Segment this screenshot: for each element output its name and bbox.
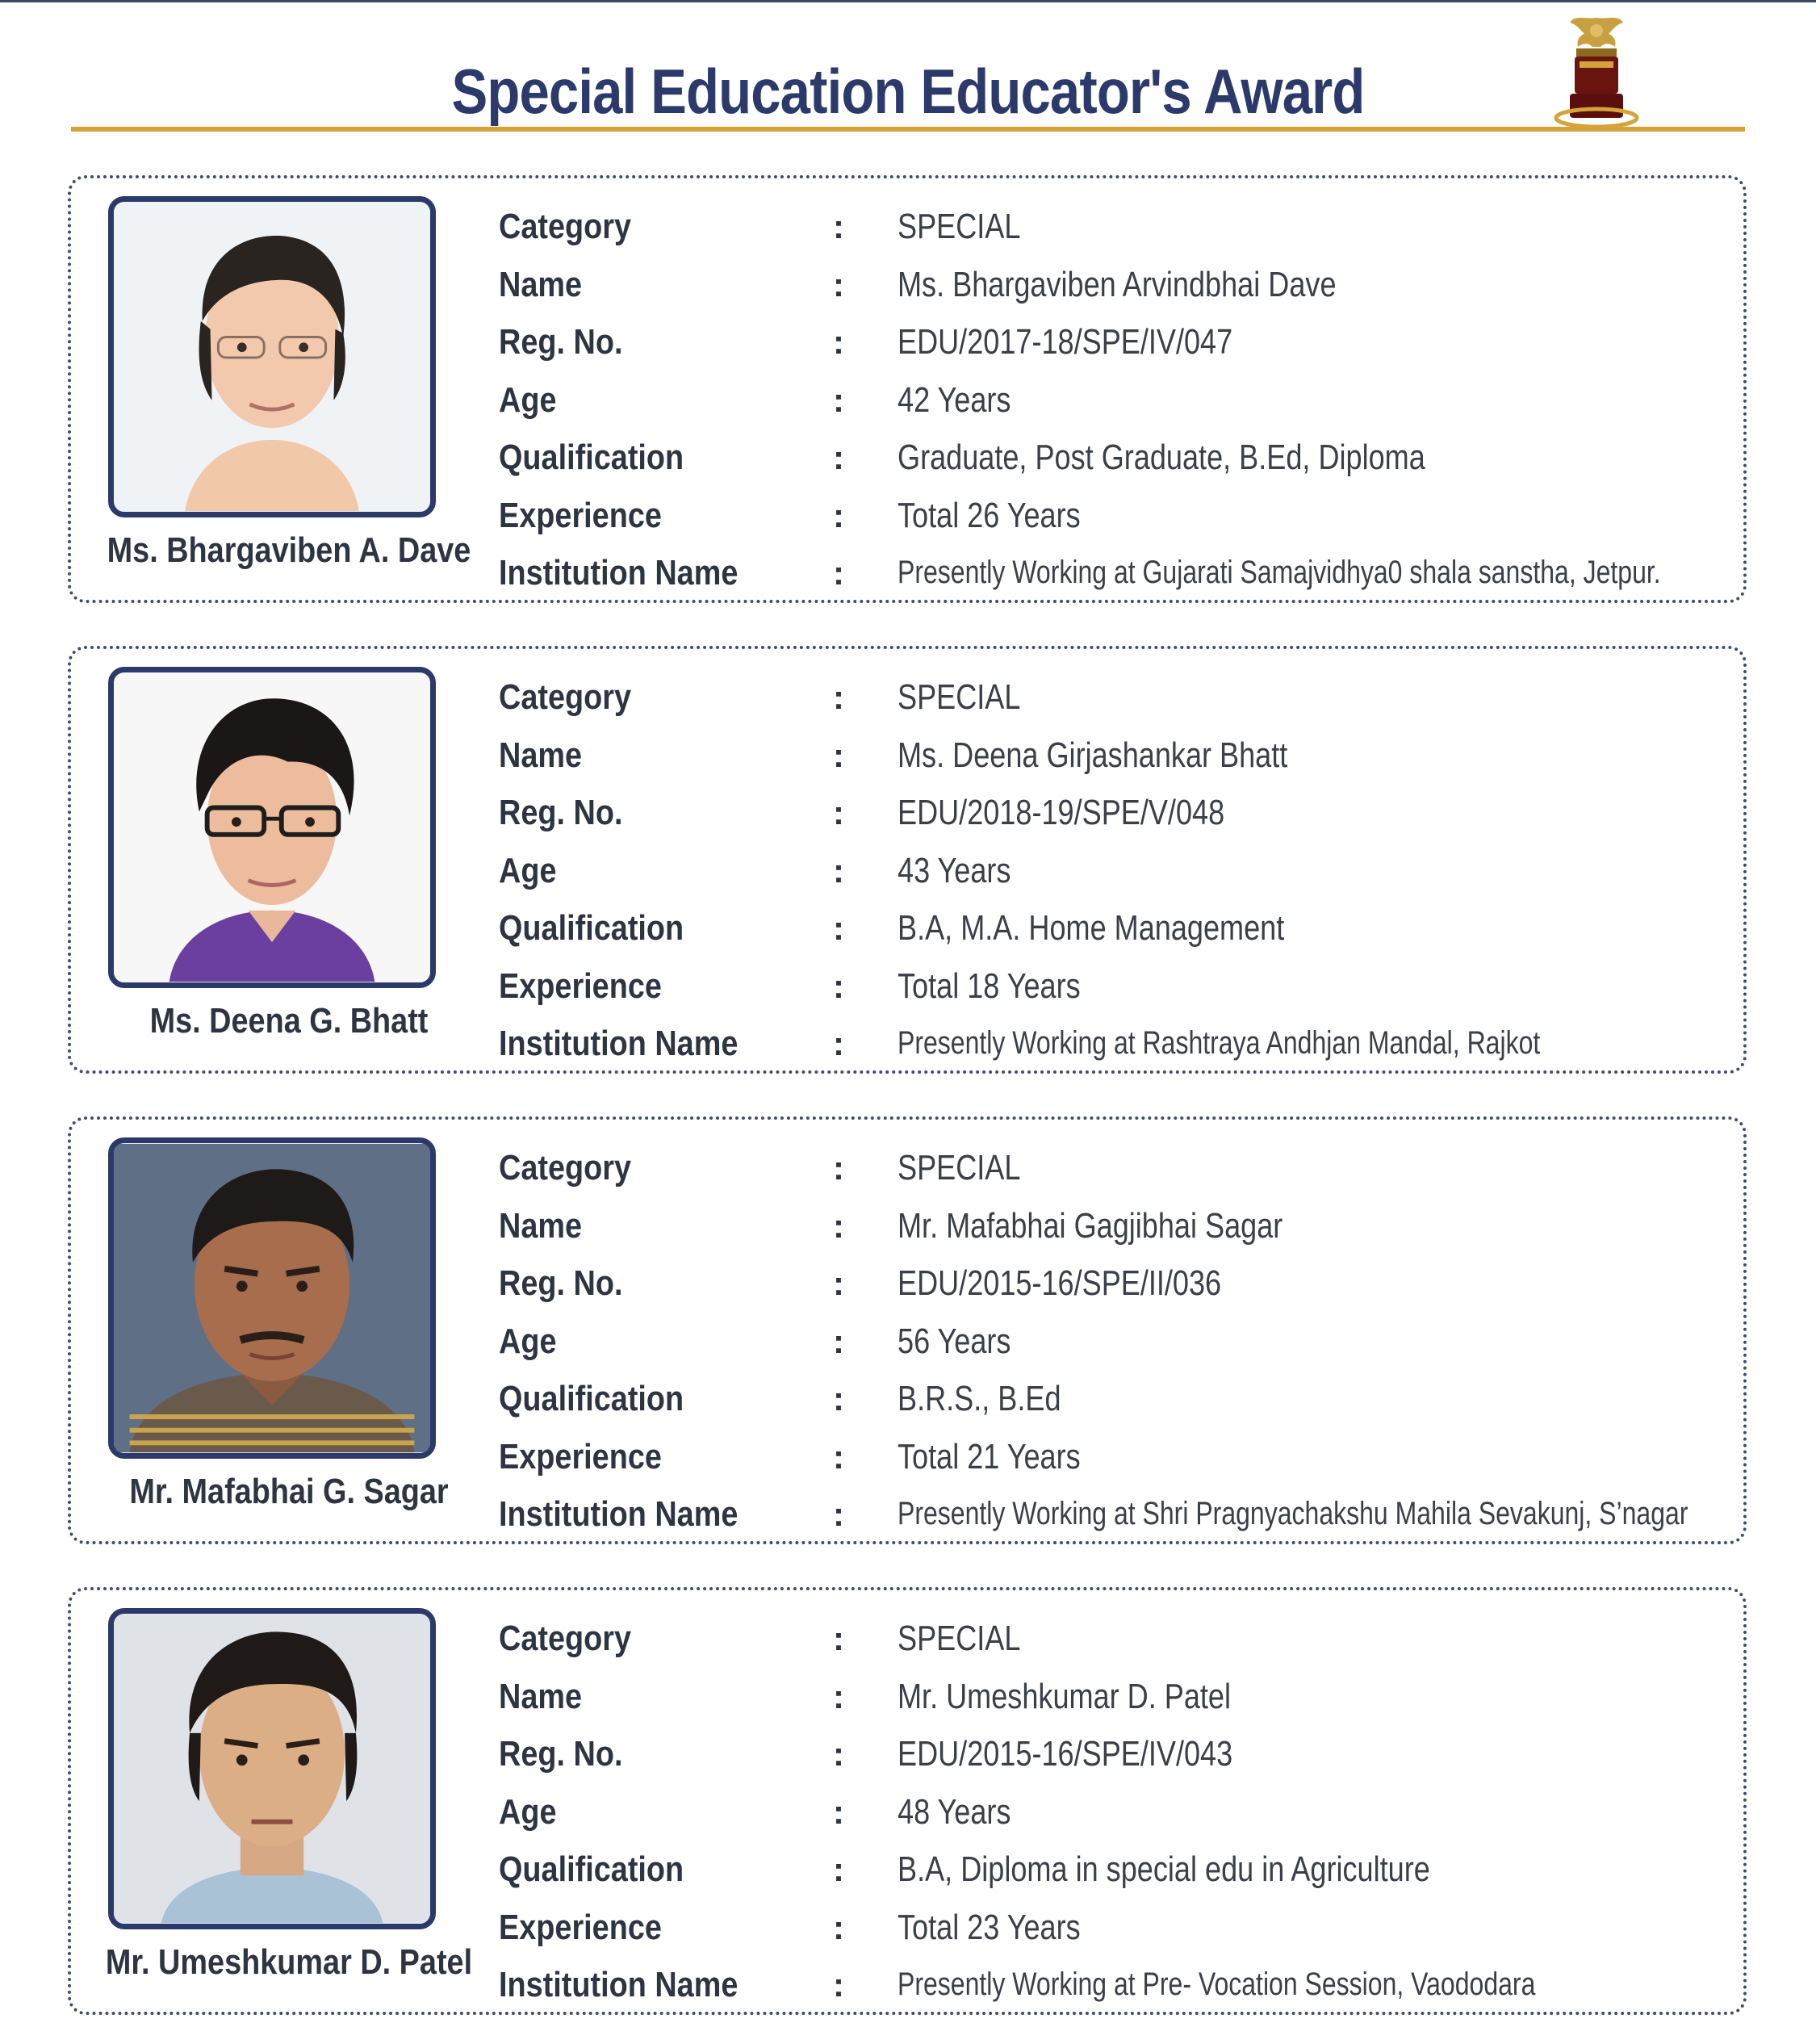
detail-row-experience <box>499 1428 1734 1486</box>
detail-row-category <box>499 198 1734 256</box>
separator: : <box>833 1149 844 1187</box>
label-qualification: Qualification <box>499 1379 684 1418</box>
awardee-caption: Ms. Deena G. Bhatt <box>149 1001 429 1041</box>
value-age: 42 Years <box>898 379 1011 420</box>
value-qualification: Graduate, Post Graduate, B.Ed, Diploma <box>898 438 1425 477</box>
detail-row-reg-no <box>499 1725 1734 1783</box>
detail-row-experience <box>499 957 1734 1016</box>
separator: : <box>833 265 844 304</box>
value-institution: Presently Working at Shri Pragnyachakshu Mahila Sevakunj, S’nagar <box>898 1496 1688 1531</box>
separator: : <box>833 496 844 534</box>
separator: : <box>833 909 844 947</box>
detail-row-reg-no <box>499 313 1734 371</box>
awardee-card <box>68 1116 1747 1544</box>
detail-row-category <box>499 1139 1734 1197</box>
label-experience: Experience <box>499 1907 662 1947</box>
separator: : <box>833 438 844 476</box>
awardee-photo <box>108 196 436 517</box>
value-reg-no: EDU/2017-18/SPE/IV/047 <box>898 322 1233 362</box>
value-qualification: B.R.S., B.Ed <box>898 1379 1061 1418</box>
value-qualification: B.A, Diploma in special edu in Agriculture <box>898 1849 1430 1889</box>
label-age: Age <box>499 1321 557 1361</box>
awardee-caption: Mr. Umeshkumar D. Patel <box>105 1942 473 1982</box>
awardee-photo <box>108 667 436 988</box>
detail-row-qualification <box>499 1841 1734 1899</box>
awardee-details <box>499 1610 1734 2014</box>
detail-row-reg-no <box>499 1254 1734 1313</box>
separator: : <box>833 1264 844 1302</box>
separator: : <box>833 207 844 245</box>
separator: : <box>833 1024 844 1062</box>
label-institution: Institution Name <box>499 553 739 593</box>
value-name: Mr. Mafabhai Gagjibhai Sagar <box>898 1205 1283 1246</box>
detail-row-age <box>499 1783 1734 1841</box>
detail-row-age <box>499 371 1734 429</box>
awardee-caption: Mr. Mafabhai G. Sagar <box>129 1472 449 1511</box>
separator: : <box>833 554 844 592</box>
value-category: SPECIAL <box>898 1148 1021 1187</box>
label-experience: Experience <box>499 1436 662 1476</box>
awardee-photo <box>108 1608 436 1929</box>
label-reg-no: Reg. No. <box>499 1263 623 1303</box>
separator: : <box>833 735 844 774</box>
value-name: Mr. Umeshkumar D. Patel <box>898 1676 1232 1716</box>
value-qualification: B.A, M.A. Home Management <box>898 908 1285 948</box>
label-name: Name <box>499 1205 583 1246</box>
value-name: Ms. Bhargaviben Arvindbhai Dave <box>898 264 1337 304</box>
value-institution: Presently Working at Rashtraya Andhjan Mandal, Rajkot <box>898 1025 1541 1061</box>
detail-row-reg-no <box>499 784 1734 842</box>
separator: : <box>833 1619 844 1657</box>
detail-row-name <box>499 256 1734 314</box>
detail-row-institution <box>499 1015 1734 1073</box>
separator: : <box>833 1850 844 1888</box>
detail-row-qualification <box>499 429 1734 487</box>
detail-row-name <box>499 727 1734 785</box>
label-experience: Experience <box>499 495 662 535</box>
label-category: Category <box>499 1619 632 1658</box>
awardee-card <box>68 175 1747 603</box>
label-name: Name <box>499 264 583 304</box>
awardee-card <box>68 1587 1747 2015</box>
page-title: Special Education Educator's Award <box>451 56 1365 127</box>
detail-row-institution <box>499 1956 1734 2014</box>
label-institution: Institution Name <box>499 1494 739 1534</box>
value-institution: Presently Working at Gujarati Samajvidhya0 shala sanstha, Jetpur. <box>898 555 1661 590</box>
value-experience: Total 21 Years <box>898 1436 1081 1476</box>
separator: : <box>833 1321 844 1360</box>
separator: : <box>833 1792 844 1831</box>
title-underline <box>71 127 1745 132</box>
separator: : <box>833 1495 844 1533</box>
value-category: SPECIAL <box>898 1619 1021 1658</box>
separator: : <box>833 1437 844 1476</box>
label-reg-no: Reg. No. <box>499 322 623 362</box>
awardee-photo <box>108 1137 436 1459</box>
value-experience: Total 26 Years <box>898 495 1081 535</box>
separator: : <box>833 1206 844 1245</box>
value-experience: Total 18 Years <box>898 965 1081 1006</box>
label-category: Category <box>499 1148 632 1187</box>
detail-row-category <box>499 1610 1734 1668</box>
detail-row-qualification <box>499 1370 1734 1428</box>
value-age: 56 Years <box>898 1321 1011 1361</box>
label-age: Age <box>499 379 557 420</box>
separator: : <box>833 323 844 361</box>
awardee-details <box>499 198 1734 602</box>
label-category: Category <box>499 677 632 717</box>
value-age: 48 Years <box>898 1791 1011 1832</box>
label-institution: Institution Name <box>499 1965 739 2004</box>
detail-row-name <box>499 1197 1734 1255</box>
separator: : <box>833 794 844 831</box>
value-experience: Total 23 Years <box>898 1907 1081 1947</box>
label-age: Age <box>499 1791 557 1832</box>
label-qualification: Qualification <box>499 908 684 948</box>
value-category: SPECIAL <box>898 677 1021 717</box>
label-qualification: Qualification <box>499 1849 684 1889</box>
top-border-rule <box>0 0 1816 2</box>
label-qualification: Qualification <box>499 438 684 477</box>
detail-row-experience <box>499 487 1734 545</box>
detail-row-category <box>499 668 1734 727</box>
detail-row-name <box>499 1668 1734 1726</box>
value-reg-no: EDU/2015-16/SPE/IV/043 <box>898 1734 1233 1774</box>
value-reg-no: EDU/2015-16/SPE/II/036 <box>898 1263 1222 1303</box>
detail-row-experience <box>499 1899 1734 1957</box>
separator: : <box>833 678 844 716</box>
separator: : <box>833 380 844 419</box>
detail-row-age <box>499 842 1734 900</box>
label-name: Name <box>499 1676 583 1716</box>
value-reg-no: EDU/2018-19/SPE/V/048 <box>898 793 1225 832</box>
trophy-icon <box>1552 11 1641 129</box>
label-experience: Experience <box>499 965 662 1006</box>
value-category: SPECIAL <box>898 207 1021 246</box>
awardee-caption: Ms. Bhargaviben A. Dave <box>107 530 471 570</box>
awardee-card <box>68 646 1747 1074</box>
value-institution: Presently Working at Pre- Vocation Session, Vaododara <box>898 1967 1536 2002</box>
label-name: Name <box>499 735 583 775</box>
awardee-details <box>499 1139 1734 1543</box>
page-header <box>71 16 1745 133</box>
separator: : <box>833 966 844 1005</box>
separator: : <box>833 1735 844 1773</box>
awardee-details <box>499 668 1734 1073</box>
value-age: 43 Years <box>898 850 1011 890</box>
detail-row-institution <box>499 1485 1734 1543</box>
label-institution: Institution Name <box>499 1024 739 1063</box>
label-age: Age <box>499 850 557 890</box>
label-category: Category <box>499 207 632 246</box>
separator: : <box>833 1966 844 2004</box>
separator: : <box>833 1380 844 1418</box>
value-name: Ms. Deena Girjashankar Bhatt <box>898 735 1288 775</box>
label-reg-no: Reg. No. <box>499 1734 623 1774</box>
separator: : <box>833 1677 844 1715</box>
separator: : <box>833 851 844 890</box>
separator: : <box>833 1908 844 1946</box>
detail-row-age <box>499 1313 1734 1371</box>
detail-row-institution <box>499 544 1734 602</box>
detail-row-qualification <box>499 899 1734 957</box>
label-reg-no: Reg. No. <box>499 793 623 832</box>
